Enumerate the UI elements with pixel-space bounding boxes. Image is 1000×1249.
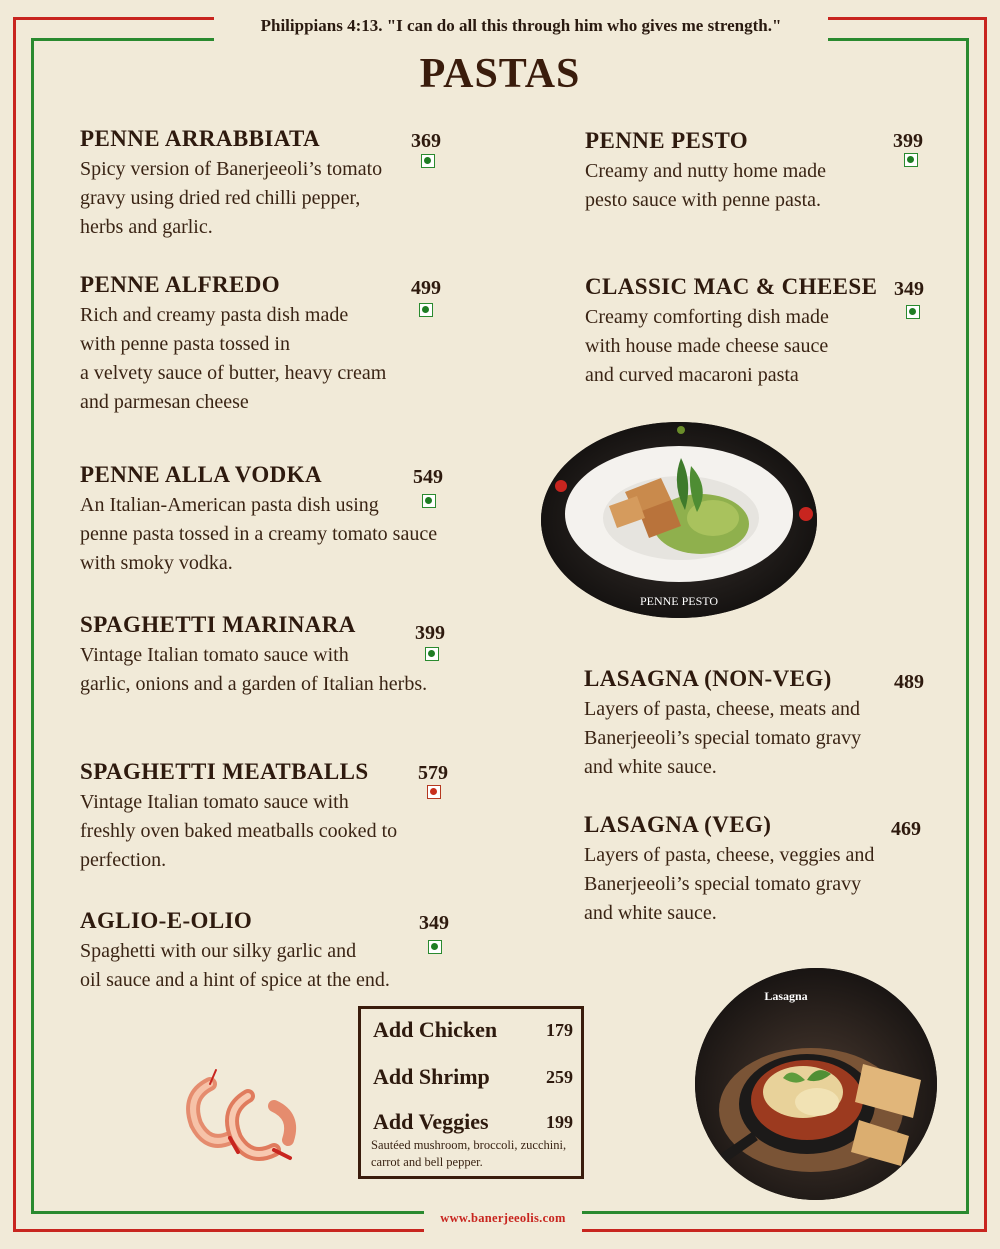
addon-chicken	[373, 1017, 573, 1043]
desc-line: penne pasta tossed in a creamy tomato sauce	[80, 523, 438, 545]
desc-line: with penne pasta tossed in	[80, 333, 290, 355]
menu-item-penne-alfredo	[80, 272, 420, 417]
desc-line: and white sauce.	[584, 902, 717, 924]
desc-line: garlic, onions and a garden of Italian herbs.	[80, 673, 428, 695]
desc-line: Layers of pasta, cheese, veggies and	[584, 844, 875, 866]
website-link[interactable]: www.banerjeeolis.com	[440, 1211, 566, 1225]
desc-line: gravy using dried red chilli pepper,	[80, 187, 361, 209]
desc-line: An Italian-American pasta dish using	[80, 494, 379, 516]
shrimp-illustration	[178, 1066, 302, 1170]
veg-indicator-icon	[904, 153, 918, 167]
item-name: LASAGNA (NON-VEG)	[584, 666, 832, 691]
page-title: PASTAS	[419, 51, 581, 97]
desc-line: with house made cheese sauce	[585, 335, 829, 357]
menu-item-lasagna-veg	[584, 812, 894, 928]
item-name: SPAGHETTI MEATBALLS	[80, 759, 369, 784]
item-description	[80, 155, 420, 242]
pesto-photo-caption: PENNE PESTO	[639, 594, 719, 608]
item-price: 349	[894, 278, 924, 300]
penne-pesto-photo	[541, 422, 817, 618]
item-description	[80, 491, 480, 578]
desc-line: freshly oven baked meatballs cooked to	[80, 820, 398, 842]
desc-line: Layers of pasta, cheese, meats and	[584, 698, 860, 720]
veg-indicator-icon	[425, 647, 439, 661]
menu-item-classic-mac-cheese	[585, 274, 885, 390]
item-price: 549	[413, 466, 443, 488]
item-name: AGLIO-E-OLIO	[80, 908, 253, 933]
addon-name: Add Shrimp	[373, 1064, 490, 1089]
veggies-note: Sautéed mushroom, broccoli, zucchini, carrot and bell pepper.	[371, 1138, 567, 1169]
addon-shrimp	[373, 1064, 573, 1090]
addon-price: 199	[546, 1112, 573, 1132]
addon-name: Add Veggies	[373, 1109, 489, 1134]
menu-item-spaghetti-meatballs	[80, 759, 440, 875]
item-price: 369	[411, 130, 441, 152]
veg-indicator-icon	[421, 154, 435, 168]
item-price: 399	[415, 622, 445, 644]
menu-item-penne-pesto	[585, 128, 885, 215]
addon-price: 179	[546, 1020, 573, 1040]
item-description	[80, 937, 440, 995]
veg-indicator-icon	[419, 303, 433, 317]
desc-line: Vintage Italian tomato sauce with	[80, 791, 349, 813]
item-name: CLASSIC MAC & CHEESE	[585, 274, 878, 299]
item-description	[584, 695, 894, 782]
item-description	[584, 841, 894, 928]
desc-line: Banerjeeoli’s special tomato gravy	[584, 727, 862, 749]
veg-indicator-icon	[428, 940, 442, 954]
item-description	[80, 641, 470, 699]
desc-line: perfection.	[80, 849, 167, 871]
item-name: PENNE ALFREDO	[80, 272, 281, 297]
item-name: PENNE ALLA VODKA	[80, 462, 322, 487]
add-ons-box	[358, 1006, 584, 1179]
item-description	[80, 301, 420, 417]
item-name: LASAGNA (VEG)	[584, 812, 772, 837]
item-description	[585, 157, 885, 215]
menu-item-aglio-e-olio	[80, 908, 440, 995]
menu-item-penne-arrabbiata	[80, 126, 420, 242]
desc-line: and parmesan cheese	[80, 391, 249, 413]
desc-line: Creamy comforting dish made	[585, 306, 829, 328]
desc-line: Spicy version of Banerjeeoli’s tomato	[80, 158, 383, 180]
veg-indicator-icon	[906, 305, 920, 319]
item-description	[585, 303, 885, 390]
veg-indicator-icon	[422, 494, 436, 508]
desc-line: Vintage Italian tomato sauce with	[80, 644, 349, 666]
item-name: PENNE PESTO	[585, 128, 749, 153]
lasagna-photo-caption: Lasagna	[764, 989, 808, 1003]
desc-line: Rich and creamy pasta dish made	[80, 304, 349, 326]
addon-price: 259	[546, 1067, 573, 1087]
desc-line: oil sauce and a hint of spice at the end.	[80, 969, 390, 991]
desc-line: Creamy and nutty home made	[585, 160, 827, 182]
desc-line: pesto sauce with penne pasta.	[585, 189, 822, 211]
item-price: 399	[893, 130, 923, 152]
item-price: 579	[418, 762, 448, 784]
bible-verse: Philippians 4:13. "I can do all this through him who gives me strength."	[260, 16, 782, 35]
desc-line: Spaghetti with our silky garlic and	[80, 940, 357, 962]
addon-veggies	[373, 1109, 573, 1135]
item-price: 349	[419, 912, 449, 934]
menu-item-spaghetti-marinara	[80, 612, 470, 699]
desc-line: Banerjeeoli’s special tomato gravy	[584, 873, 862, 895]
desc-line: herbs and garlic.	[80, 216, 213, 238]
desc-line: and white sauce.	[584, 756, 717, 778]
item-description	[80, 788, 440, 875]
desc-line: a velvety sauce of butter, heavy cream	[80, 362, 387, 384]
item-price: 499	[411, 277, 441, 299]
item-price: 489	[894, 671, 924, 693]
non-veg-indicator-icon	[427, 785, 441, 799]
lasagna-photo	[695, 968, 937, 1200]
desc-line: and curved macaroni pasta	[585, 364, 799, 386]
menu-item-lasagna-non-veg	[584, 666, 894, 782]
item-price: 469	[891, 818, 921, 840]
pesto-dish-illustration	[541, 422, 817, 618]
addon-name: Add Chicken	[373, 1017, 498, 1042]
desc-line: with smoky vodka.	[80, 552, 233, 574]
item-name: PENNE ARRABBIATA	[80, 126, 321, 151]
item-name: SPAGHETTI MARINARA	[80, 612, 356, 637]
